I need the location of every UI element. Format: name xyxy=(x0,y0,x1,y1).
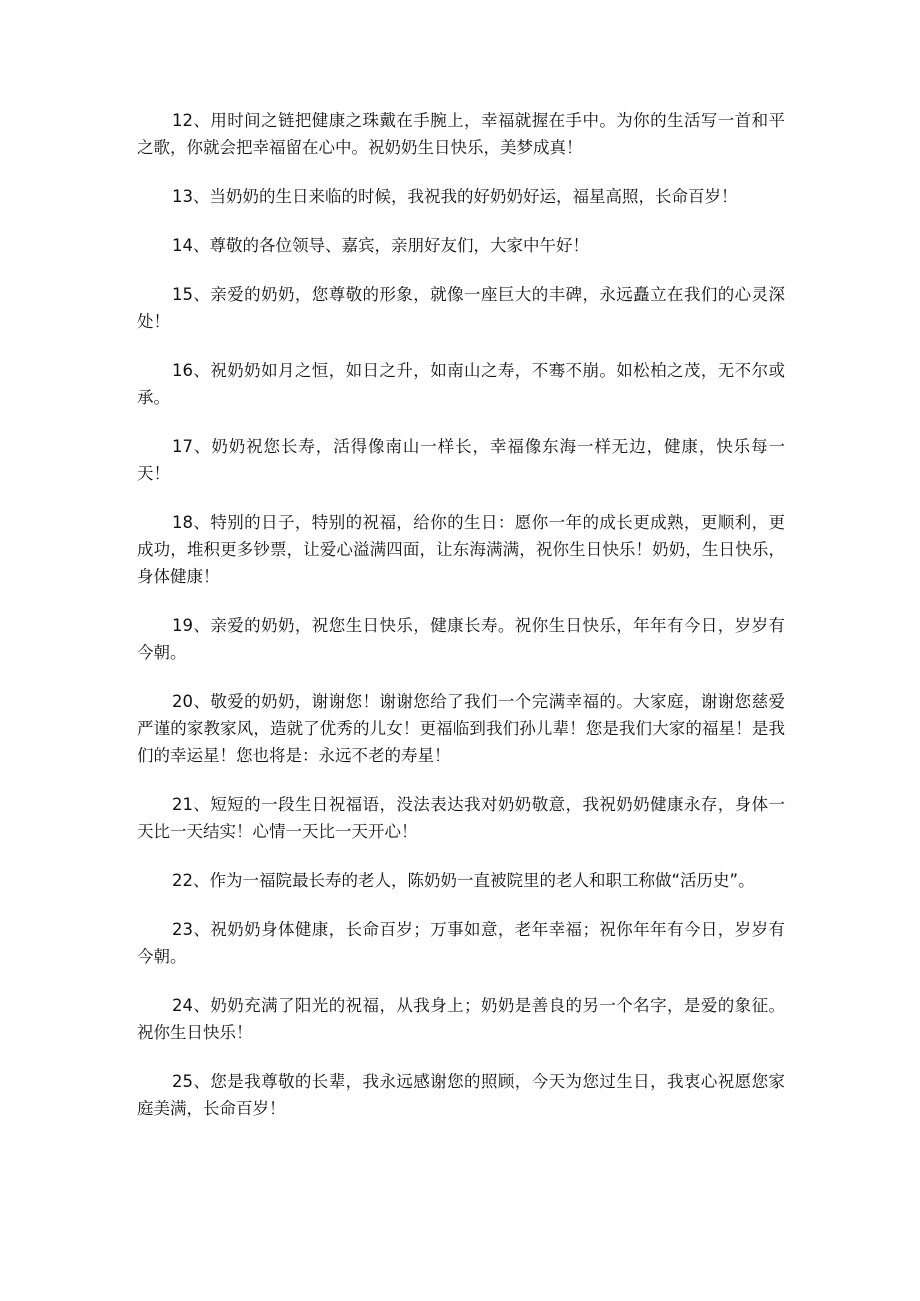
paragraph-23: 23、祝奶奶身体健康，长命百岁；万事如意，老年幸福；祝你年年有今日，岁岁有今朝。 xyxy=(137,920,785,966)
paragraph-24: 24、奶奶充满了阳光的祝福，从我身上；奶奶是善良的另一个名字，是爱的象征。祝你生日快乐！ xyxy=(137,996,785,1042)
paragraph-12: 12、用时间之链把健康之珠戴在手腕上，幸福就握在手中。为你的生活写一首和平之歌，你就会把幸福留在心中。祝奶奶生日快乐，美梦成真！ xyxy=(137,111,785,157)
paragraph-20: 20、敬爱的奶奶，谢谢您！谢谢您给了我们一个完满幸福的。大家庭，谢谢您慈爱严谨的家教家风，造就了优秀的儿女！更福临到我们孙儿辈！您是我们大家的福星！是我们的幸运星！您也将是：永远不老的寿星！ xyxy=(137,692,785,765)
paragraph-25: 25、您是我尊敬的长辈，我永远感谢您的照顾，今天为您过生日，我衷心祝愿您家庭美满，长命百岁！ xyxy=(137,1072,785,1118)
paragraph-22: 22、作为一福院最长寿的老人，陈奶奶一直被院里的老人和职工称做“活历史”。 xyxy=(172,871,755,890)
document-body xyxy=(137,107,785,1144)
paragraph-21: 21、短短的一段生日祝福语，没法表达我对奶奶敬意，我祝奶奶健康永存，身体一天比一天结实！心情一天比一天开心！ xyxy=(137,795,785,841)
paragraph-16: 16、祝奶奶如月之恒，如日之升，如南山之寿，不骞不崩。如松柏之茂，无不尔或承。 xyxy=(137,361,785,407)
paragraph-17: 17、奶奶祝您长寿，活得像南山一样长，幸福像东海一样无边，健康，快乐每一天！ xyxy=(137,437,785,483)
paragraph-18: 18、特别的日子，特别的祝福，给你的生日：愿你一年的成长更成熟，更顺利，更成功，堆积更多钞票，让爱心溢满四面，让东海满满，祝你生日快乐！奶奶，生日快乐，身体健康！ xyxy=(137,513,785,586)
paragraph-14: 14、尊敬的各位领导、嘉宾，亲朋好友们，大家中午好！ xyxy=(172,236,589,255)
paragraph-13: 13、当奶奶的生日来临的时候，我祝我的好奶奶好运，福星高照，长命百岁！ xyxy=(172,187,738,206)
paragraph-19: 19、亲爱的奶奶，祝您生日快乐，健康长寿。祝你生日快乐，年年有今日，岁岁有今朝。 xyxy=(137,616,785,662)
paragraph-15: 15、亲爱的奶奶，您尊敬的形象，就像一座巨大的丰碑，永远矗立在我们的心灵深处！ xyxy=(137,285,785,331)
